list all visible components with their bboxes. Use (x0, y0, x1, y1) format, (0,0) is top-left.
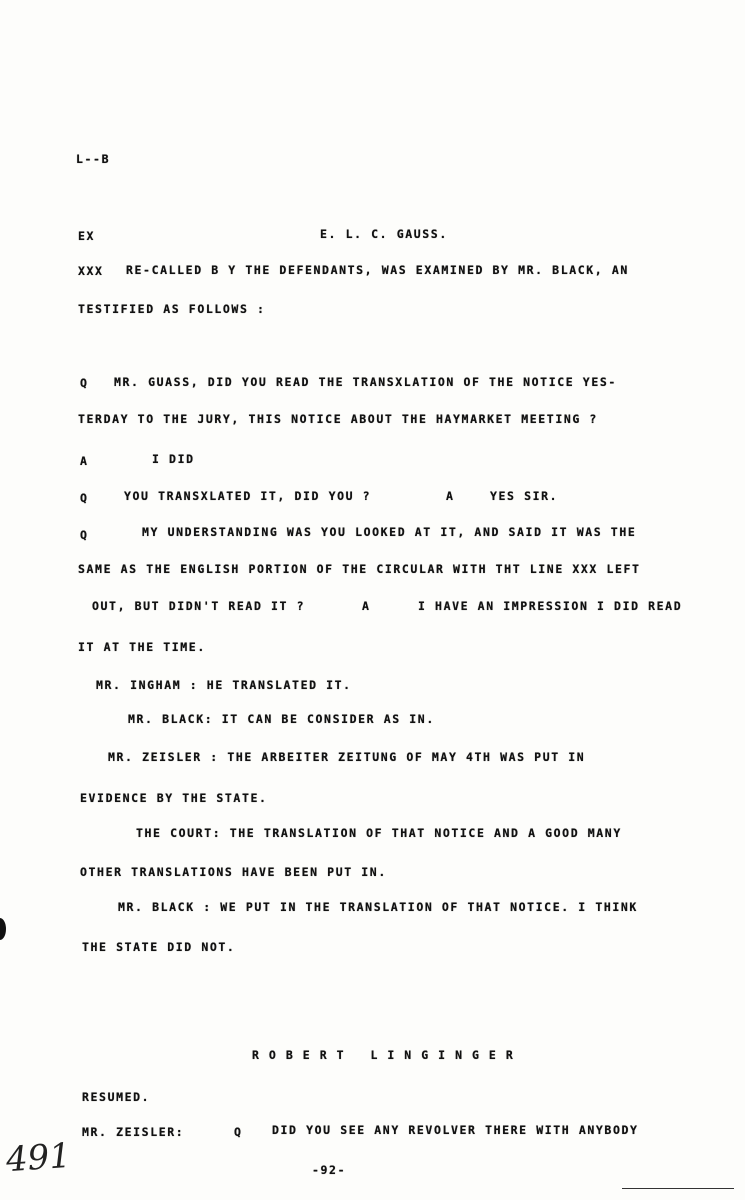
black-remark-2-line-1: MR. BLACK : WE PUT IN THE TRANSLATION OF THAT NOTICE. I THINK (118, 900, 638, 914)
question-3-line-2: SAME AS THE ENGLISH PORTION OF THE CIRCULAR WITH THT LINE XXX LEFT (78, 562, 641, 576)
question-3-line-1: MY UNDERSTANDING WAS YOU LOOKED AT IT, AND SAID IT WAS THE (142, 525, 637, 539)
intro-margin-mark: XXX (78, 264, 104, 278)
court-remark-line-2: OTHER TRANSLATIONS HAVE BEEN PUT IN. (80, 865, 387, 879)
answer-1: I DID (152, 452, 195, 466)
question-1-line-2: TERDAY TO THE JURY, THIS NOTICE ABOUT THE HAYMARKET MEETING ? (78, 412, 598, 426)
answer-label: A (80, 454, 89, 468)
zeisler-remark-line-2: EVIDENCE BY THE STATE. (80, 791, 268, 805)
bottom-rule (622, 1188, 734, 1189)
answer-label: A (362, 599, 371, 613)
handwritten-page-number: 491 (4, 1135, 73, 1181)
black-remark-1: MR. BLACK: IT CAN BE CONSIDER AS IN. (128, 712, 435, 726)
zeisler-remark-line-1: MR. ZEISLER : THE ARBEITER ZEITUNG OF MAY 4TH WAS PUT IN (108, 750, 586, 764)
answer-2: YES SIR. (490, 489, 559, 503)
intro-line-2: TESTIFIED AS FOLLOWS : (78, 302, 266, 316)
page-number: -92- (312, 1163, 347, 1177)
question-3-line-3: OUT, BUT DIDN'T READ IT ? (92, 599, 306, 613)
header-code: L--B (76, 152, 111, 166)
answer-3-line-1: I HAVE AN IMPRESSION I DID READ (418, 599, 683, 613)
zeisler-speaker: MR. ZEISLER: (82, 1125, 185, 1139)
question-1-line-1: MR. GUASS, DID YOU READ THE TRANSXLATION OF THE NOTICE YES- (114, 375, 617, 389)
ingham-remark: MR. INGHAM : HE TRANSLATED IT. (96, 678, 352, 692)
resumed-label: RESUMED. (82, 1090, 151, 1104)
answer-label: A (446, 489, 455, 503)
intro-line-1: RE-CALLED B Y THE DEFENDANTS, WAS EXAMINED BY MR. BLACK, AN (126, 263, 629, 277)
question-label: Q (80, 491, 89, 505)
black-remark-2-line-2: THE STATE DID NOT. (82, 940, 236, 954)
question-2: YOU TRANSXLATED IT, DID YOU ? (124, 489, 372, 503)
zeisler-question: DID YOU SEE ANY REVOLVER THERE WITH ANYBODY (272, 1123, 639, 1137)
question-label: Q (80, 528, 89, 542)
answer-3-line-2: IT AT THE TIME. (78, 640, 206, 654)
question-label: Q (234, 1125, 243, 1139)
witness-2-name: ROBERT LINGINGER (252, 1048, 523, 1062)
witness-name: E. L. C. GAUSS. (320, 227, 448, 241)
punch-hole-mark (0, 918, 6, 940)
court-remark-line-1: THE COURT: THE TRANSLATION OF THAT NOTICE AND A GOOD MANY (136, 826, 622, 840)
witness-margin-mark: EX (78, 229, 96, 243)
question-label: Q (80, 376, 89, 390)
